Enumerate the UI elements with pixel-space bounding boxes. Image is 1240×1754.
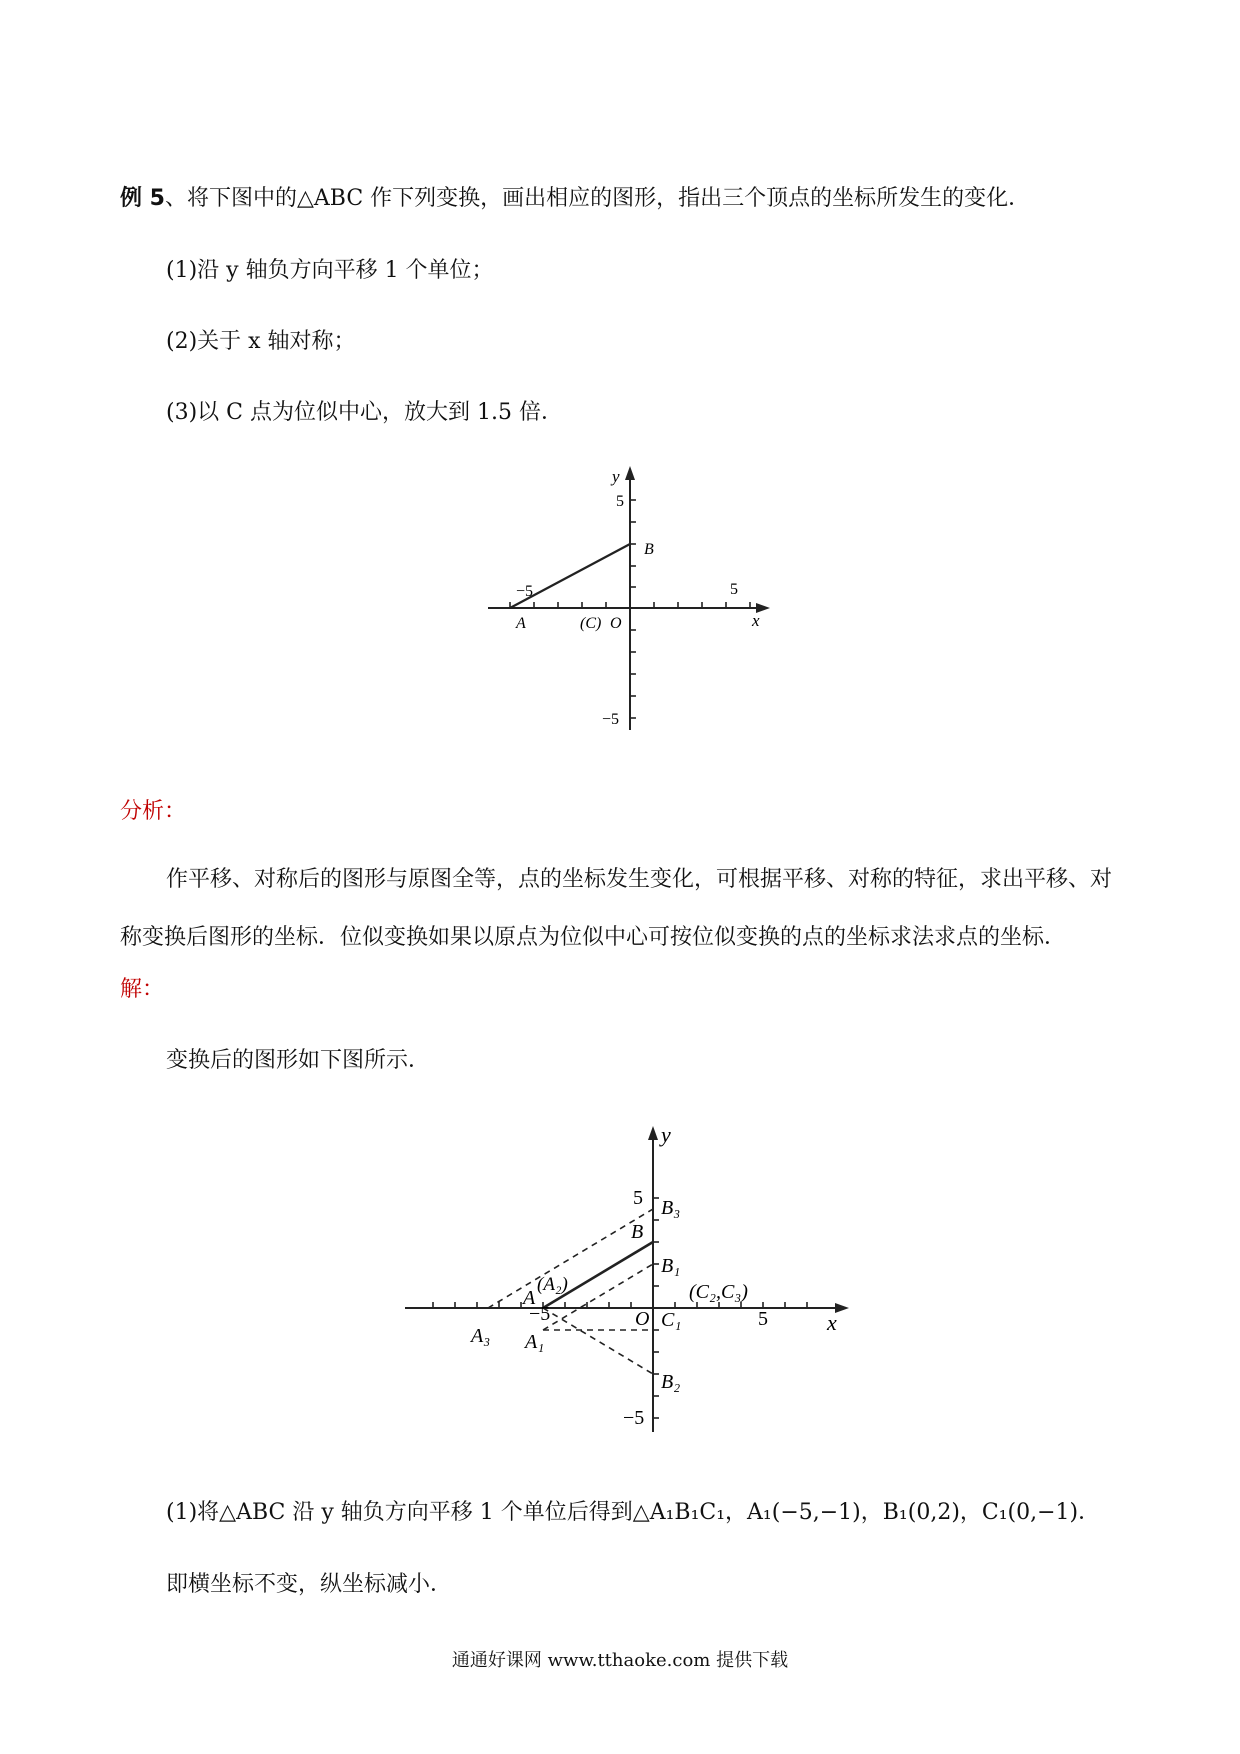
point-label-o: O [635,1308,650,1330]
point-label-a: A [523,1287,536,1309]
point-label-a: A [516,615,526,632]
point-label-a2: (A₂) [537,1274,568,1295]
tick-label-m5x: −5 [529,1303,551,1325]
point-label-a1: A₁ [525,1331,545,1353]
axis-label-x: x [827,1310,837,1335]
point-label-b2: B₂ [661,1371,681,1393]
tick-label-m5y: −5 [602,711,620,728]
problem-item-3: (3)以 C 点为位似中心，放大到 1.5 倍． [166,400,563,425]
problem-item-1: (1)沿 y 轴负方向平移 1 个单位； [166,258,494,283]
point-label-c1: C₁ [661,1309,682,1331]
tick-label-5x: 5 [730,581,738,598]
tick-label-m5x: −5 [516,583,534,600]
figure-transformed-triangles [385,1120,855,1440]
solution-line-1: (1)将△ABC 沿 y 轴负方向平移 1 个单位后得到△A₁B₁C₁，A₁(−5,−1)，B₁(0,2)，C₁(0,−1)． [166,1500,1101,1525]
tick-label-5y: 5 [633,1187,643,1209]
segment-a3b3 [488,1209,653,1308]
axis-label-y: y [612,467,620,486]
tick-label-5x: 5 [758,1308,768,1330]
problem-text: 、将下图中的△ABC 作下列变换，画出相应的图形，指出三个顶点的坐标所发生的变化． [164,186,1031,211]
point-label-c2c3: (C₂,C₃) [689,1281,748,1303]
axis-label-x: x [752,611,760,630]
point-label-b: B [644,541,654,558]
y-axis-arrow [648,1126,658,1140]
point-label-b1: B₁ [661,1255,681,1277]
page-footer: 通通好课网 www.tthaoke.com 提供下载 [451,1650,789,1671]
y-axis-arrow [625,466,635,480]
point-label-b: B [631,1221,644,1243]
point-label-b3: B₃ [661,1197,681,1219]
example-label: 例 5 [120,186,165,211]
figure-original-triangle [480,460,780,740]
x-axis-arrow [835,1303,849,1313]
solution-intro: 变换后的图形如下图所示． [166,1048,431,1073]
axis-label-y: y [661,1122,671,1147]
point-label-a3: A₃ [471,1325,491,1347]
solution-line-2: 即横坐标不变，纵坐标减小． [166,1572,453,1597]
point-label-c: (C) [580,615,602,632]
analysis-text: 作平移、对称后的图形与原图全等，点的坐标发生变化，可根据平移、对称的特征，求出平移、对称变换后图形的坐标．位似变换如果以原点为位似中心可按位似变换的点的坐标求法求点的坐标． [120,867,1113,950]
problem-statement [120,184,1030,214]
point-label-o: O [610,615,622,632]
solution-title: 解： [120,977,165,1002]
problem-item-2: (2)关于 x 轴对称； [166,329,356,354]
analysis-title: 分析： [120,799,187,824]
tick-label-5y: 5 [616,493,624,510]
tick-label-m5y: −5 [623,1407,645,1429]
